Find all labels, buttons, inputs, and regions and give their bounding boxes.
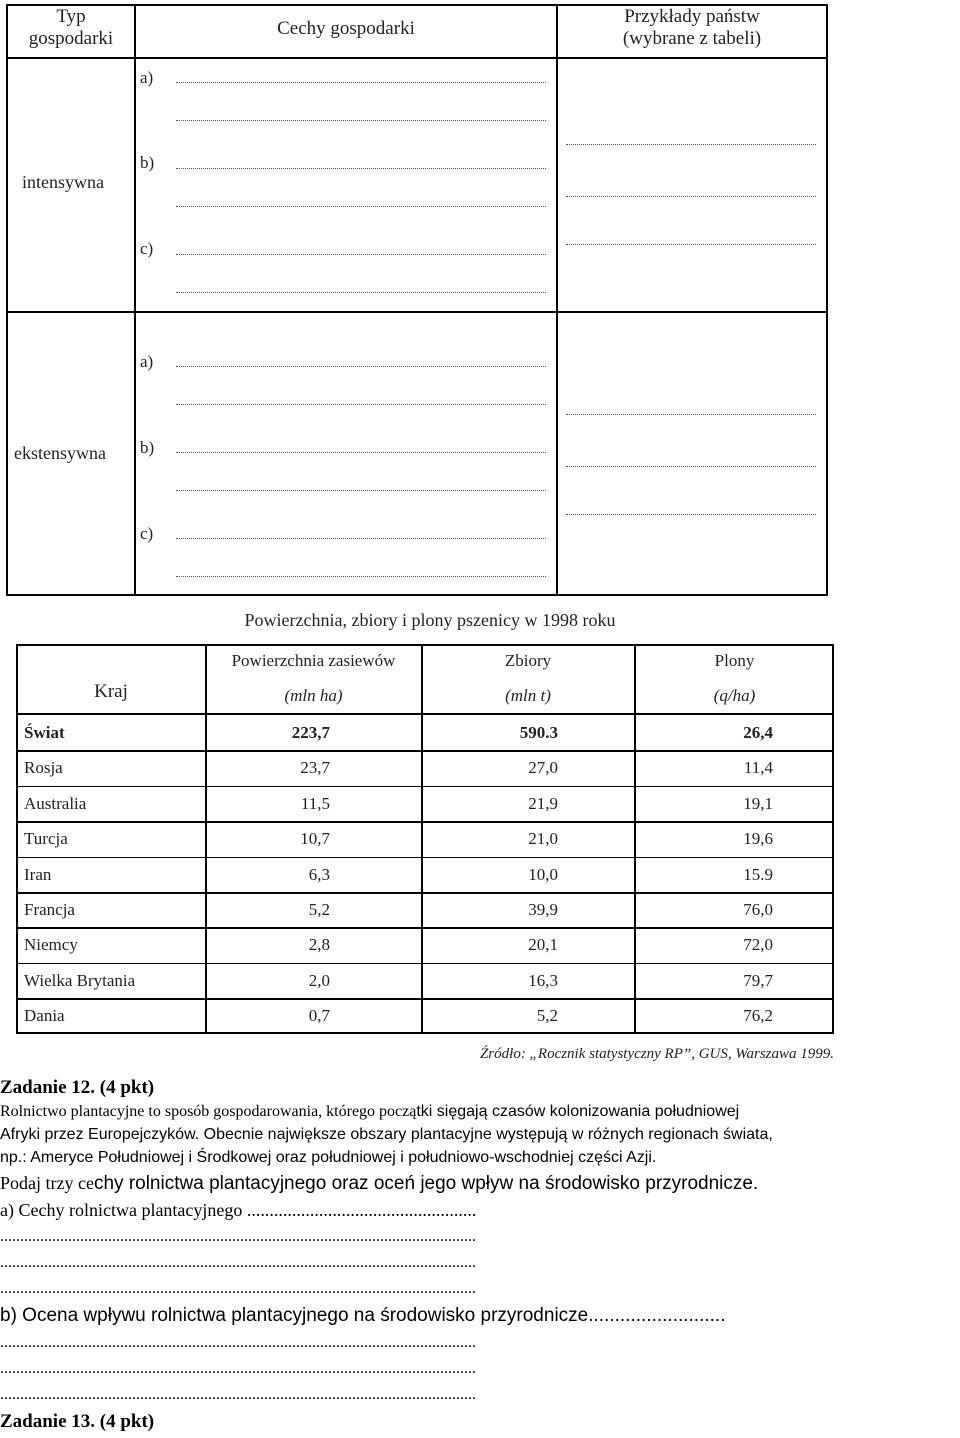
answer-dots — [176, 536, 546, 539]
ws-letter: c) — [140, 524, 154, 543]
ws-type-intensive: intensywna — [22, 172, 104, 192]
wheat-cell-area: 10,7 — [300, 829, 330, 849]
wheat-header-area: Powierzchnia zasiewów — [231, 651, 396, 670]
ws-letter: b) — [140, 438, 155, 457]
answer-dots — [176, 574, 546, 577]
wheat-cell-yield: 72,0 — [743, 935, 773, 955]
answer-line[interactable]: ....................................................................................................................... — [0, 1228, 476, 1245]
ws-header-type-1: Typ — [56, 6, 86, 27]
wheat-cell-area: 2,8 — [308, 935, 330, 955]
wheat-cell-harvest: 16,3 — [528, 970, 558, 990]
wheat-header-yield: Plony — [714, 651, 755, 670]
wheat-cell-yield: 19,1 — [743, 793, 773, 813]
ws-border-left — [6, 4, 8, 596]
answer-dots — [176, 118, 546, 121]
ws-row-divider — [6, 311, 828, 313]
wheat-cell-harvest: 20,1 — [528, 935, 558, 955]
wheat-cell-area: 2,0 — [308, 970, 330, 990]
wheat-cell-yield: 26,4 — [743, 723, 773, 742]
wheat-cell-area: 223,7 — [291, 723, 330, 742]
wheat-header-harvest-unit: (mln t) — [505, 686, 551, 705]
answer-dots — [176, 166, 546, 169]
wheat-header-country: Kraj — [94, 681, 128, 702]
answer-line[interactable]: ....................................................................................................................... — [0, 1360, 476, 1377]
wheat-cell-yield: 19,6 — [743, 829, 773, 849]
ws-letter: a) — [140, 352, 154, 371]
wheat-cell-harvest: 39,9 — [528, 900, 558, 919]
ws-border-bottom — [6, 594, 828, 596]
answer-dots — [566, 242, 816, 245]
answer-dots — [566, 464, 816, 467]
wheat-table-title: Powierzchnia, zbiory i plony pszenicy w 1998 roku — [244, 610, 616, 630]
ws-border-right — [826, 4, 828, 596]
wheat-cell-country: Świat — [24, 723, 65, 742]
task12-q-sans: chy rolnictwa plantacyjnego oraz oceń jego wpływ na środowisko przyrodnicze. — [93, 1173, 759, 1194]
wheat-cell-area: 11,5 — [300, 793, 330, 813]
answer-dots — [176, 252, 546, 255]
ws-header-examples-2: (wybrane z tabeli) — [622, 28, 762, 49]
task12-p1-serif: Rolnictwo plantacyjne to sposób gospodarowania, którego począ — [0, 1103, 417, 1120]
wheat-cell-area: 6,3 — [308, 864, 330, 884]
wheat-cell-country: Francja — [24, 900, 75, 919]
answer-dots — [176, 364, 546, 367]
ws-header-features: Cechy gospodarki — [277, 18, 415, 39]
answer-dots — [566, 194, 816, 197]
task12-part-b-label: b) Ocena wpływu rolnictwa plantacyjnego na środowisko przyrodnicze.......................... — [0, 1305, 726, 1326]
wheat-cell-harvest: 27,0 — [528, 758, 558, 778]
answer-dots — [566, 512, 816, 515]
wheat-header-area-unit: (mln ha) — [284, 686, 343, 705]
ws-letter: c) — [140, 239, 154, 258]
answer-dots — [566, 142, 816, 145]
answer-dots — [566, 412, 816, 415]
task12-q-serif: Podaj trzy ce — [0, 1173, 94, 1193]
ws-letter: a) — [140, 68, 154, 87]
answer-line[interactable]: ....................................................................................................................... — [0, 1386, 476, 1403]
wheat-cell-yield: 11,4 — [743, 758, 773, 778]
task13-heading: Zadanie 13. (4 pkt) — [0, 1411, 155, 1432]
wheat-cell-yield: 76,0 — [743, 900, 773, 919]
wheat-header-harvest: Zbiory — [504, 651, 552, 670]
answer-line[interactable]: ....................................................................................................................... — [0, 1254, 476, 1271]
wheat-cell-country: Australia — [24, 793, 87, 813]
task12-heading: Zadanie 12. (4 pkt) — [0, 1077, 155, 1098]
answer-dots — [176, 450, 546, 453]
wheat-cell-area: 23,7 — [300, 758, 330, 778]
wheat-cell-harvest: 21,9 — [528, 793, 558, 813]
answer-dots — [176, 80, 546, 83]
wheat-cell-country: Iran — [24, 864, 52, 884]
wheat-cell-country: Rosja — [24, 758, 63, 778]
wheat-header-yield-unit: (q/ha) — [713, 686, 756, 705]
wheat-cell-harvest: 5,2 — [536, 1006, 558, 1026]
ws-header-divider — [6, 57, 828, 59]
wheat-cell-yield: 15.9 — [743, 864, 773, 884]
task12-part-a-label: a) Cechy rolnictwa plantacyjnego ................................................... — [0, 1200, 477, 1220]
ws-col-divider-1 — [134, 4, 136, 596]
task12-p1-sans: tki sięgają czasów kolonizowania południowej — [416, 1103, 740, 1120]
wheat-cell-area: 0,7 — [308, 1006, 330, 1026]
answer-line[interactable]: ....................................................................................................................... — [0, 1334, 476, 1351]
wheat-cell-yield: 76,2 — [743, 1006, 773, 1026]
wheat-cell-country: Turcja — [24, 829, 68, 849]
wheat-cell-country: Niemcy — [24, 935, 78, 955]
wheat-cell-area: 5,2 — [308, 900, 330, 919]
task12-paragraph-line1 — [0, 1103, 739, 1121]
task12-question — [0, 1173, 758, 1195]
task12-paragraph-line3: np.: Ameryce Południowej i Środkowej oraz południowej i południowo-wschodniej części Azji. — [0, 1149, 657, 1166]
ws-letter: b) — [140, 153, 155, 172]
wheat-cell-harvest: 10,0 — [528, 864, 558, 884]
ws-type-extensive: ekstensywna — [14, 443, 106, 463]
wheat-cell-country: Dania — [24, 1006, 65, 1026]
answer-dots — [176, 204, 546, 207]
answer-dots — [176, 290, 546, 293]
ws-header-examples-1: Przykłady państw — [624, 6, 760, 27]
task12-paragraph-line2: Afryki przez Europejczyków. Obecnie największe obszary plantacyjne występują w różnych regionach świata, — [0, 1126, 773, 1143]
answer-line[interactable]: ....................................................................................................................... — [0, 1280, 476, 1297]
answer-dots — [176, 488, 546, 491]
wheat-cell-harvest: 590.3 — [519, 723, 558, 742]
ws-header-type-2: gospodarki — [28, 28, 114, 49]
ws-col-divider-2 — [556, 4, 558, 596]
wheat-table-source: Źródło: „Rocznik statystyczny RP”, GUS, Warszawa 1999. — [479, 1046, 834, 1062]
wheat-cell-harvest: 21,0 — [528, 829, 558, 849]
wheat-cell-yield: 79,7 — [743, 970, 773, 990]
wheat-cell-country: Wielka Brytania — [24, 970, 136, 990]
answer-dots — [176, 402, 546, 405]
